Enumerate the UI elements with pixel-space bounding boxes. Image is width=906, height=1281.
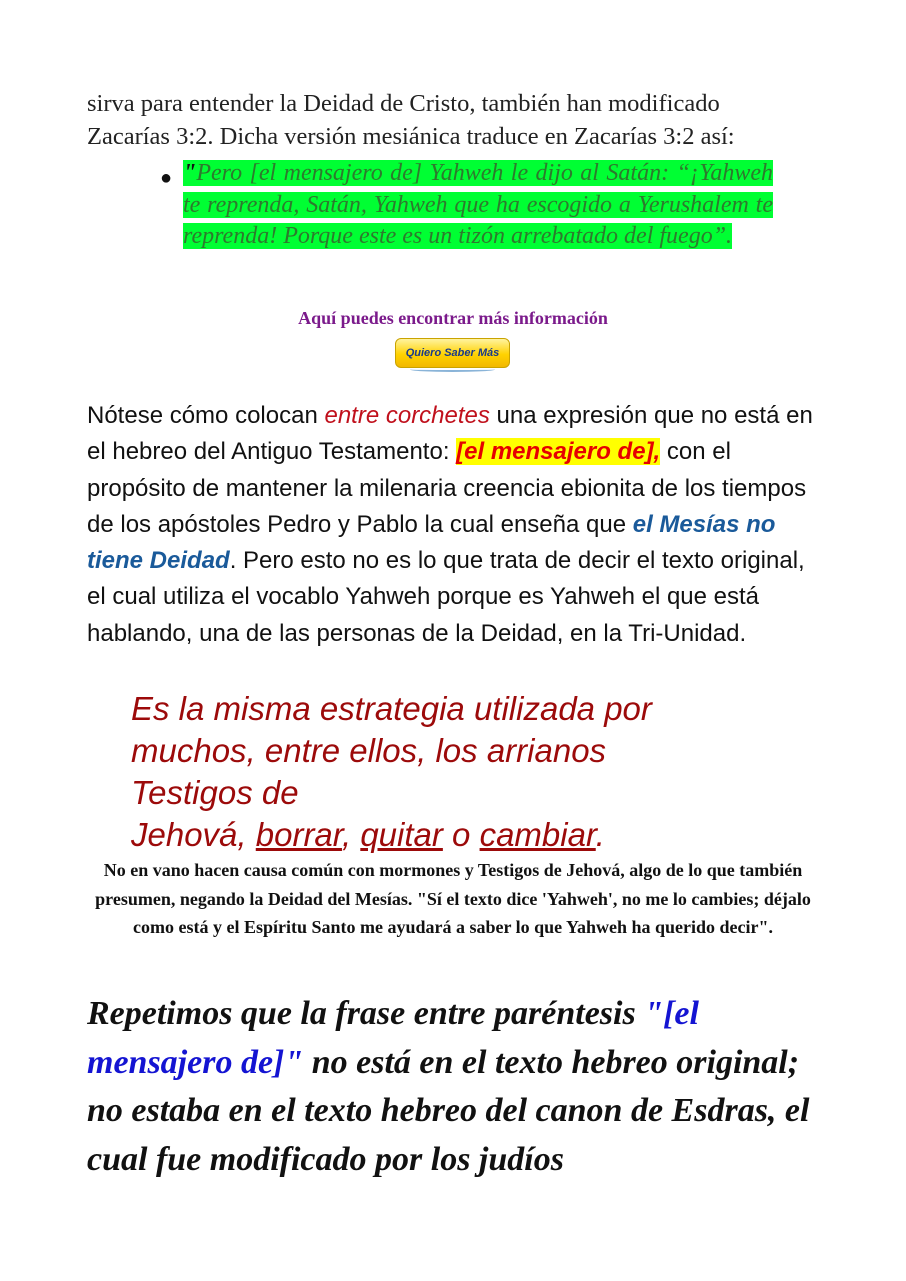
intro-line-1: sirva para entender la Deidad de Cristo, también han modificado [87,90,720,117]
strategy-line-1: Es la misma estrategia utilizada por [131,690,652,727]
body-paragraph [87,398,827,652]
body-text-2: una expresión que no está en el hebreo del Antiguo Testamento: [87,402,813,466]
final-text-1: Repetimos que la frase entre paréntesis [87,995,645,1032]
quote-text: Pero [el mensajero de] Yahweh le dijo al Satán: “¡Yahweh te reprenda, Satán, Yahweh que ha escogido a Yerushalem te reprenda! Porque este es un tizón arrebatado del fuego”. [183,160,773,249]
strategy-line-3: Testigos de [131,774,299,811]
learn-more-button[interactable]: Quiero Saber Más [395,338,510,368]
quote-open-mark: " [183,160,197,186]
word-borrar: borrar [255,816,342,853]
body-text-1: Nótese cómo colocan [87,402,325,429]
body-text-4: . Pero esto no es lo que trata de decir el texto original, el cual utiliza el vocablo Yahweh porque es Yahweh el que está hablando, una de las personas de la Deidad, en la Tri-Unidad. [87,547,805,647]
scripture-quote [183,158,773,253]
more-info-label: Aquí puedes encontrar más información [298,308,608,328]
separator-1: , [341,816,361,853]
bullet-icon: ● [160,167,173,189]
final-paragraph [87,990,827,1184]
final-text-2: no está en el texto hebreo original; no estaba en el texto hebreo del canon de Esdras, el cual fue modificado por los judíos [87,1043,810,1178]
word-jehova: Jehová, [131,816,256,853]
intro-paragraph [87,87,827,153]
body-red-emphasis: entre corchetes [324,402,490,429]
final-blue-phrase: "[el mensajero de]" [87,995,699,1081]
strategy-line-2: muchos, entre ellos, los arrianos [131,732,607,769]
intro-line-2: Zacarías 3:2. Dicha versión mesiánica traduce en Zacarías 3:2 así: [87,123,735,150]
note-paragraph: No en vano hacen causa común con mormones y Testigos de Jehová, algo de lo que también presumen, negando la Deidad del Mesías. "Sí el texto dice 'Yahweh', no me lo cambies; déjalo como está y el Espíritu Santo me ayudará a saber lo que Yahweh ha querido decir". [95,860,811,937]
quote-highlight [183,160,773,249]
body-text-3: con el propósito de mantener la milenaria creencia ebionita de los tiempos de los apóstoles Pedro y Pablo la cual enseña que [87,438,807,538]
word-quitar: quitar [360,816,443,853]
separator-2: o [442,816,480,853]
strategy-statement [131,688,811,856]
body-yellow-highlight: [el mensajero de], [456,438,661,466]
strategy-end: . [595,816,605,853]
word-cambiar: cambiar [479,816,596,853]
strategy-line-4 [131,814,811,856]
body-blue-emphasis: el Mesías no tiene Deidad [87,510,776,575]
